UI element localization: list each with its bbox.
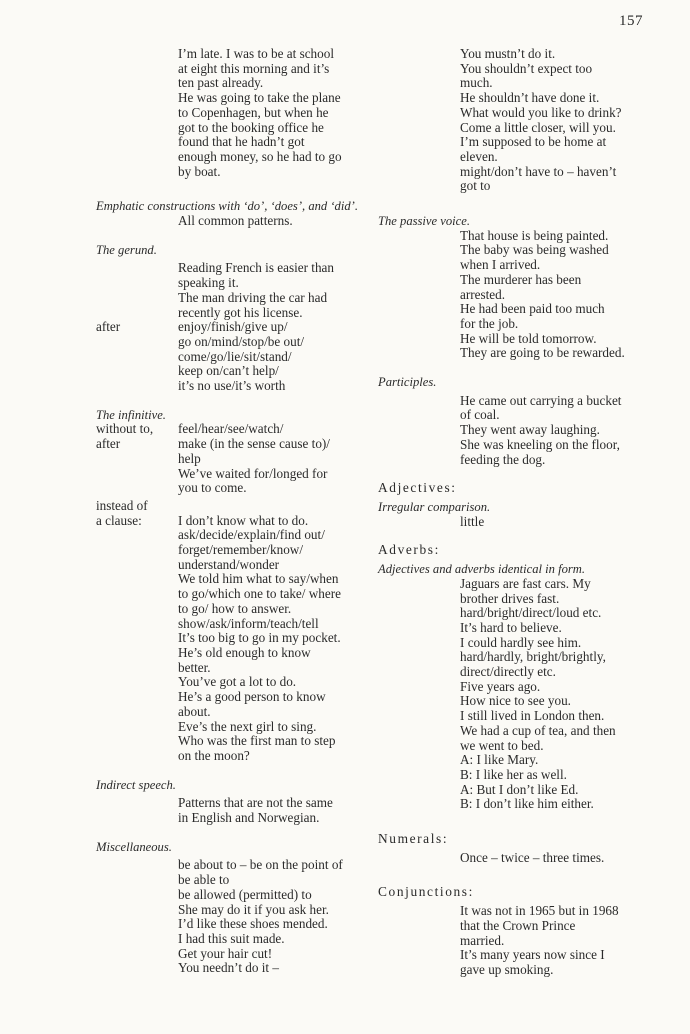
example-line: understand/wonder — [178, 556, 280, 572]
example-line: You needn’t do it – — [178, 960, 279, 976]
example-line: He’s old enough to know — [178, 645, 311, 660]
example-line: enough money, so he had to go — [178, 148, 342, 164]
example-line: Eve’s the next girl to sing. — [178, 718, 317, 734]
irregular-comparison-heading: Irregular comparison. — [378, 499, 491, 514]
example-line: that the Crown Prince — [460, 917, 576, 933]
miscellaneous-heading: Miscellaneous. — [96, 839, 172, 854]
example-line: direct/directly etc. — [460, 664, 556, 680]
passive-voice-examples — [378, 229, 646, 361]
example-line: I still lived in London then. — [460, 708, 605, 724]
page-number: 157 — [619, 13, 643, 29]
example-line: Reading French is easier than — [178, 260, 335, 276]
example-line: She may do it if you ask her. — [178, 901, 329, 917]
example-line: little — [460, 513, 485, 529]
example-line: forget/remember/know/ — [178, 542, 303, 558]
example-line: for the job. — [460, 315, 519, 331]
example-line: It’s hard to believe. — [460, 619, 562, 635]
miscellaneous-examples — [96, 858, 358, 976]
adjectives-adverbs-examples — [378, 577, 646, 812]
example-line: gave up smoking. — [460, 961, 554, 977]
example-line: be able to — [178, 872, 230, 888]
example-line: I’m late. I was to be at school — [178, 46, 335, 61]
infinitive-without-to-group — [96, 422, 358, 496]
example-line: He will be told tomorrow. — [460, 330, 597, 346]
example-line: Five years ago. — [460, 678, 541, 694]
example-line: by boat. — [178, 163, 221, 179]
participles-heading: Participles. — [378, 375, 437, 390]
example-line: be allowed (permitted) to — [178, 886, 312, 902]
example-line: about. — [178, 703, 211, 719]
example-line: I’d like these shoes mended. — [178, 916, 328, 932]
example-line: Get your hair cut! — [178, 945, 273, 961]
example-line: He’s a good person to know — [178, 689, 326, 705]
example-line: You shouldn’t expect too — [460, 60, 593, 76]
example-line: I’m supposed to be home at — [460, 134, 607, 150]
example-line: I could hardly see him. — [460, 634, 582, 650]
example-line: We had a cup of tea, and then — [460, 722, 616, 738]
instead-label-1: instead of — [96, 497, 148, 513]
example-line: show/ask/inform/teach/tell — [178, 615, 319, 631]
example-line: He came out carrying a bucket — [460, 392, 622, 408]
example-line: help — [178, 450, 201, 466]
example-line: We’ve waited for/longed for — [178, 465, 328, 481]
verb-list-line: it’s no use/it’s worth — [178, 378, 286, 394]
example-line: speaking it. — [178, 275, 239, 291]
conjunctions-heading: Conjunctions: — [378, 884, 474, 900]
example-line: got to the booking office he — [178, 119, 324, 135]
example-line: A: But I don’t like Ed. — [460, 781, 579, 797]
example-line: when I arrived. — [460, 257, 541, 273]
example-line: on the moon? — [178, 747, 250, 763]
example-line: B: I don’t like him either. — [460, 796, 594, 812]
left-column — [96, 47, 358, 976]
example-line: much. — [460, 75, 493, 91]
infinitive-label-without-to: without to, — [96, 421, 154, 437]
example-line: It was not in 1965 but in 1968 — [460, 903, 619, 919]
verb-list-line: enjoy/finish/give up/ — [178, 319, 288, 335]
emphatic-heading: Emphatic constructions with ‘do’, ‘does’, and ‘did’. — [96, 199, 358, 214]
example-line: The baby was being washed — [460, 242, 609, 258]
example-line: feeding the dog. — [460, 451, 546, 467]
example-line: The murderer has been — [460, 271, 582, 287]
example-line: in English and Norwegian. — [178, 810, 320, 826]
example-line: be about to – be on the point of — [178, 857, 343, 873]
example-line: We told him what to say/when — [178, 571, 339, 587]
example-line: we went to bed. — [460, 737, 544, 753]
example-line: recently got his license. — [178, 304, 303, 320]
example-line: found that he hadn’t got — [178, 134, 305, 150]
example-line: got to — [460, 178, 491, 194]
adjectives-heading: Adjectives: — [378, 480, 457, 496]
gerund-after-group — [96, 320, 358, 394]
example-line: They went away laughing. — [460, 422, 600, 438]
example-line: She was kneeling on the floor, — [460, 436, 620, 452]
example-line: You mustn’t do it. — [460, 46, 556, 61]
verb-list-line: go on/mind/stop/be out/ — [178, 333, 305, 349]
example-line: All common patterns. — [178, 213, 293, 229]
numerals-heading: Numerals: — [378, 831, 449, 847]
gerund-after-label: after — [96, 319, 121, 335]
example-line: Once – twice – three times. — [460, 849, 605, 865]
example-line: arrested. — [460, 286, 506, 302]
example-line: brother drives fast. — [460, 590, 560, 606]
example-line: A: I like Mary. — [460, 752, 539, 768]
conjunctions-examples — [378, 904, 646, 978]
example-line: hard/hardly, bright/brightly, — [460, 649, 606, 665]
gerund-heading: The gerund. — [96, 242, 157, 257]
example-line: The man driving the car had — [178, 289, 328, 305]
example-line: He was going to take the plane — [178, 90, 341, 106]
example-line: Jaguars are fast cars. My — [460, 575, 591, 591]
example-line: It’s many years now since I — [460, 947, 605, 963]
example-line: eleven. — [460, 148, 498, 164]
example-line: I don’t know what to do. — [178, 512, 309, 528]
adjectives-adverbs-heading: Adjectives and adverbs identical in form. — [378, 562, 586, 577]
instead-label-2: a clause: — [96, 512, 142, 528]
example-line: might/don’t have to – haven’t — [460, 163, 617, 179]
example-line: married. — [460, 932, 505, 948]
example-line: hard/bright/direct/loud etc. — [460, 605, 602, 621]
adverbs-heading: Adverbs: — [378, 542, 440, 558]
example-line: You’ve got a lot to do. — [178, 674, 297, 690]
example-line: B: I like her as well. — [460, 766, 567, 782]
example-line: How nice to see you. — [460, 693, 571, 709]
example-line: It’s too big to go in my pocket. — [178, 630, 341, 646]
example-line: of coal. — [460, 407, 500, 423]
emphatic-examples — [96, 214, 358, 229]
verb-list-line: keep on/can’t help/ — [178, 363, 279, 379]
infinitive-heading: The infinitive. — [96, 407, 166, 422]
right-intro-examples — [378, 47, 646, 194]
example-line: to Copenhagen, but when he — [178, 104, 329, 120]
example-line: at eight this morning and it’s — [178, 60, 330, 76]
example-line: to go/ how to answer. — [178, 600, 292, 616]
example-line: to go/which one to take/ where — [178, 586, 341, 602]
example-line: Come a little closer, will you. — [460, 119, 616, 135]
example-line: you to come. — [178, 480, 247, 496]
example-line: feel/hear/see/watch/ — [178, 421, 284, 437]
numerals-examples — [378, 851, 646, 866]
left-intro-examples — [96, 47, 358, 179]
infinitive-instead-group — [96, 499, 358, 764]
infinitive-label-after: after — [96, 436, 121, 452]
example-line: Who was the first man to step — [178, 733, 336, 749]
gerund-examples — [96, 261, 358, 320]
participles-examples — [378, 394, 646, 468]
example-line: He shouldn’t have done it. — [460, 90, 600, 106]
example-line: They are going to be rewarded. — [460, 345, 625, 361]
indirect-speech-examples — [96, 796, 358, 825]
example-line: make (in the sense cause to)/ — [178, 436, 330, 452]
irregular-comparison-examples — [378, 515, 646, 530]
example-line: Patterns that are not the same — [178, 795, 333, 811]
right-column — [378, 47, 646, 978]
passive-voice-heading: The passive voice. — [378, 214, 470, 229]
example-line: He had been paid too much — [460, 301, 605, 317]
example-line: ten past already. — [178, 75, 264, 91]
example-line: What would you like to drink? — [460, 104, 622, 120]
verb-list-line: come/go/lie/sit/stand/ — [178, 348, 292, 364]
example-line: ask/decide/explain/find out/ — [178, 527, 325, 543]
example-line: That house is being painted. — [460, 227, 609, 243]
example-line: better. — [178, 659, 211, 675]
indirect-speech-heading: Indirect speech. — [96, 777, 176, 792]
example-line: I had this suit made. — [178, 930, 285, 946]
